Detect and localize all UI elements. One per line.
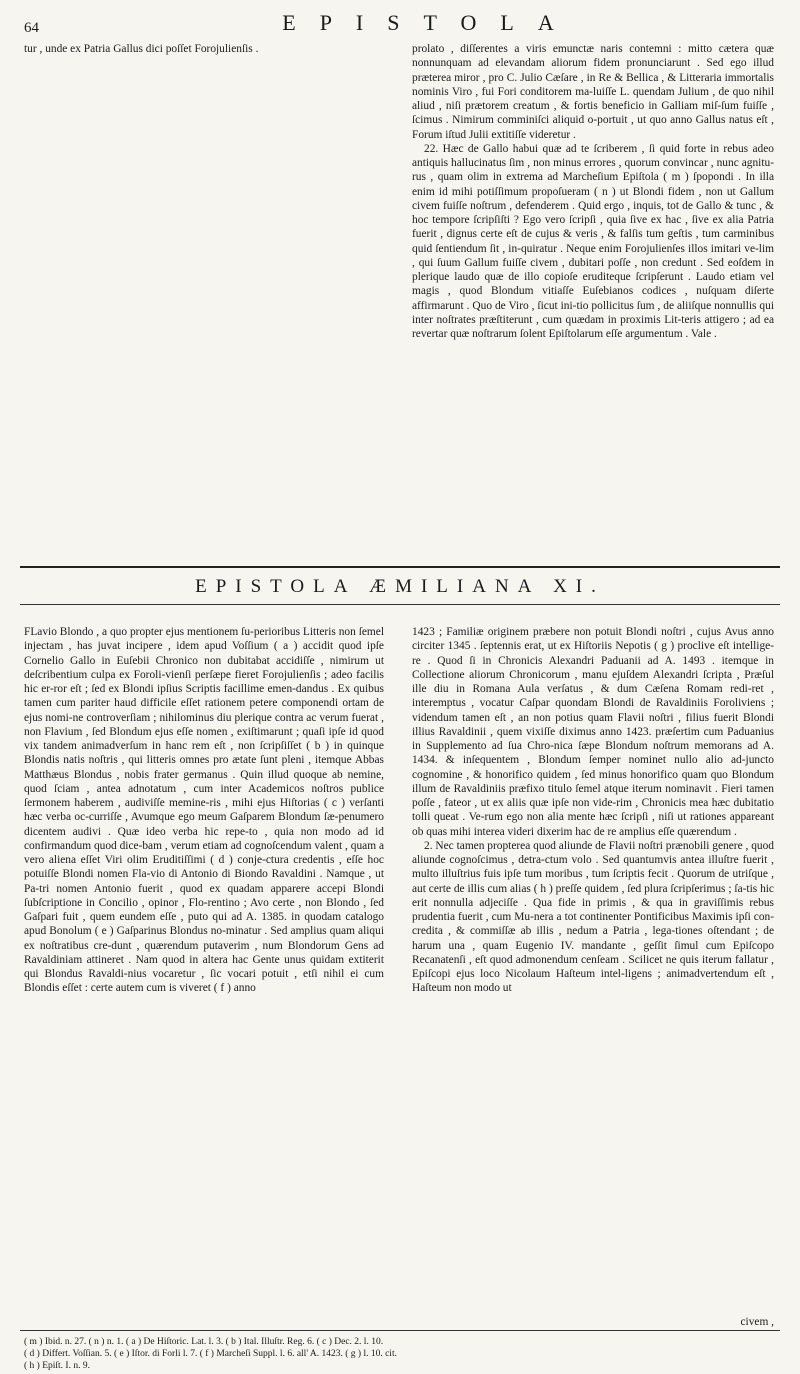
footnote-rule xyxy=(20,1330,780,1331)
paragraph: 2. Nec tamen propterea quod aliunde de Flavii noſtri prænobili genere , quod aliunde cognoſcimus , detra-ctum volo . Sed quantumvis antea illuſtre fuerit , multo illuſtrius fuis ipſe tum moribus , tum ſcriptis fecit . Quorum de utriſque , aut certe de illis cum alias ( h ) preſſe quidem , ſed plura ſcripſerimus ; ſa-tis hic erit nonnulla adjeciſſe . Qua fide in primis , & qua in graviſſimis rebus prudentia fuerit , cum Mu-nera a tot continenter Pontificibus Maximis ipſi con-credita , & commiſſæ ab illis , nedum a Patria , lega-tiones oſtendant ; de harum una , quam Eugenio IV. mandante , geſſit ſimul cum Epiſcopo Recanatenſi , eſt quod admonendum cenſeam . Scilicet ne quis iterum fallatur , Epiſcopi ejus loco Nicolaum Haſteum intel-ligens ; animadvertendum eſt , Haſteum non modo ut xyxy=(412,839,774,995)
footnote-line: ( d ) Differt. Voſſian. 5. ( e ) Iſtor. di Forli l. 7. ( f ) Marcheſi Suppl. l. 6. all' A. 1423. ( g ) l. 10. cit. xyxy=(24,1349,397,1359)
left-column-bottom xyxy=(24,625,384,996)
title-rule xyxy=(20,604,780,605)
running-title: EPISTOLA xyxy=(282,10,578,35)
section-rule xyxy=(20,566,780,568)
book-page xyxy=(20,0,780,1374)
paragraph: 1423 ; Familiæ originem præbere non potuit Blondi noſtri , cujus Avus anno circiter 1345 . ſeptennis erat, ut ex Hiſtoriis Nepotis ( g ) proclive eſt intellige-re . Quod ſi in Chronicis Alexandri Paduanii ad A. 1493 . itemque in Collectione aliorum Chronicorum , manu ejuſdem Alexandri ſcripta , Præſul ille diu in Romana Aula verſatus , & dum Cæſena Romam redi-ret , interemptus , vocatur Caſpar quondam Blondi de Ravaldiniis Foroliviens ; videndum tamen eſt , an non potius quam Flavii noſtri , filius fuerit Blondi illius Ravaldinii , quem vixiſſe diximus anno 1423. præſertim cum Paduanius in Supplemento ad ſua Chro-nica ſæpe Blondum noſtrum memorans ad A. 1434. & inſequentem , Blondum ſemper nominet nullo alio ad-juncto cognomine , & honorifico quidem , ſed minus honorifico quam quo Blondum illum de Ravaldiniis præfixo titulo ſemel atque iterum nominavit . Fieri tamen poſſe , fateor , ut ex aliis quæ ipſe non vide-rim , Chronicis mea hæc dubitatio tolli queat . Ve-rum ego non alia mente hæc ſcripſi , niſi ut rationes appareant ob quas mihi interea videri dixerim hac de re amplius eſſe quærendum . xyxy=(412,626,774,838)
footnote-line: ( h ) Epiſt. I. n. 9. xyxy=(24,1361,90,1371)
paragraph: 22. Hæc de Gallo habui quæ ad te ſcriberem , ſi quid forte in rebus adeo antiquis hallucinatus ſim , non minus errores , quorum convincar , nunc agnitu-rus , quam olim in extrema ad Marcheſium Epiſtola ( m ) ſpopondi . In illa enim id mihi potiſſimum propoſueram ( n ) ut Blondi fidem , non ut Gallum civem fuiſſe noſtrum , defenderem . Quid ergo , inquis, tot de Gallo & tunc , & hoc tempore ſcripſiſti ? Ego vero ſcripſi , quia ſive ex hac , ſive ex alia Patria fuerit , dignus certe eſt de cujus & veris , & falſis tum geſtis , tum carminibus quid ſentiendum ſit , in-quiratur . Neque enim Forojulienſes illos imitari ve-lim , qui ſuum Gallum fuiſſe civem , dubitari poſſe , non credunt . Sed eoſdem in plerique laudo quæ de illo copioſe eruditeque ſcripſerunt . Laudo etiam vel magis , quod Blondum vitiaſſe Euſebianos codices , nuſquam diſerte affirmarunt . Quo de Viro , ſicut ini-tio pollicitus ſum , de aliiſque nonnullis qui inter noſtrates præſtiterunt , cum quædam in proximis Lit-teris attigero ; ad ea revertar quæ noſtrarum ſolent Epiſtolarum eſſe argumentum . Vale . xyxy=(412,142,774,340)
epistle-title: EPISTOLA ÆMILIANA XI. xyxy=(195,576,605,597)
left-column-top xyxy=(24,42,384,56)
right-column-bottom xyxy=(412,625,774,996)
footnote-line: ( m ) Ibid. n. 27. ( n ) n. 1. ( a ) De Hiſtoric. Lat. l. 3. ( b ) Ital. Illuſtr. Reg. 6. ( c ) Dec. 2. l. 10. xyxy=(24,1337,384,1347)
paragraph: prolato , diſſerentes a viris emunctæ naris contemni : mitto cætera quæ nonnunquam ad elevandam aliorum fidem pronunciarunt . Sed ego illud præterea miror , pro C. Julio Cæſare , in Re & Bellica , & Litteraria immortalis nominis Viro , fui Fori conditorem ma-luiſſe L. quendam Julium , de quo nihil aliud , niſi prætorem creatum , & fortis beneficio in Galliam miſ-ſum fuiſſe , ſcimus . Nimirum comminiſci aliquid o-portuit , ut quo anno Gallus natus eſt , Forum iſtud Julii extitiſſe videretur . xyxy=(412,43,774,141)
right-column-top xyxy=(412,42,774,341)
footnotes xyxy=(24,1336,780,1372)
paragraph: tur , unde ex Patria Gallus dici poſſet Forojulienſis . xyxy=(24,43,259,55)
running-header xyxy=(20,10,780,40)
paragraph: FLavio Blondo , a quo propter ejus mentionem ſu-perioribus Litteris non ſemel injectam , has juvat incipere , idem apud Voſſium ( a ) accidit quod ipſe Cornelio Gallo in Euſebii Chronico non dubitabat accidiſſe , nimirum ut deſcribentium culpa ex Foroli-vienſi perſæpe fieret Forojulienſis ; adeo facilis hic er-ror eſt ; ſed ex Blondi ipſius Scriptis facillime emen-dandus . Ex quibus tamen cum pariter haud difficile eſſet rationem petere componendi ortam de ejus nomi-ne controverſiam ; nihilominus diu plerique contra ac verum fuerat , non Flavium , ſed Blondum ejus eſſe nomen , exiſtimarunt ; quaſi ipſe id quod vix tandem animadverſum in hanc rem eſt , non ſcripſiſſet ( b ) in quinque Blondis natis noſtris , qui litteris omnes pro ætate ſunt pleni , itemque Abbas Matthæus Blondus , nobis frater germanus . Quin illud quoque ab nemine, quod ſciam , antea adnotatum , cum inter Academicos noſtros publice ſermonem haberem , audiviſſe memine-ris , mihi ejus Hiſtorias ( c ) verſanti hæc verba oc-curriſſe , Avumque ego meum Gaſparem Blondum ſæ-penumero dicentem audivi . Quæ ideo verba hic repe-to , quia non modo ad id confirmandum quod dice-bam , verum etiam ad cognoſcendum valent , quam a vero aliena eſſet Viri olim Eruditiſſimi ( d ) conje-ctura credentis , eſſe hoc potuiſſe Blondi nomen Fla-vio di Antonio di Biondo Ravaldini . Namque , ut Pa-tri nomen Antonio fuerit , quod ex quadam apparere accepi Blondi ſubſcriptione in Concilio , opinor , Flo-rentino ; Avo certe , non Blondo , ſed Gaſpari fuit , quem eundem eſſe , puto qui ad A. 1385. in quodam catalogo apud Bonolum ( e ) Gaſparinus Blondus no-minatur . Sed amplius quam aliqui ex noſtratibus cre-dunt , quærendum putaverim , num Blondorum Gens ad Ravaldiniam attineret . Nam quod in altera hac Gente unus quidam extiterit qui Blondus Ravaldi-nius vocaretur , ſic vocari potuit , etſi nihil ei cum Blondis eſſet : certe autem cum is viveret ( f ) anno xyxy=(24,626,384,995)
page-number: 64 xyxy=(24,20,39,36)
catchword: civem , xyxy=(740,1316,774,1328)
